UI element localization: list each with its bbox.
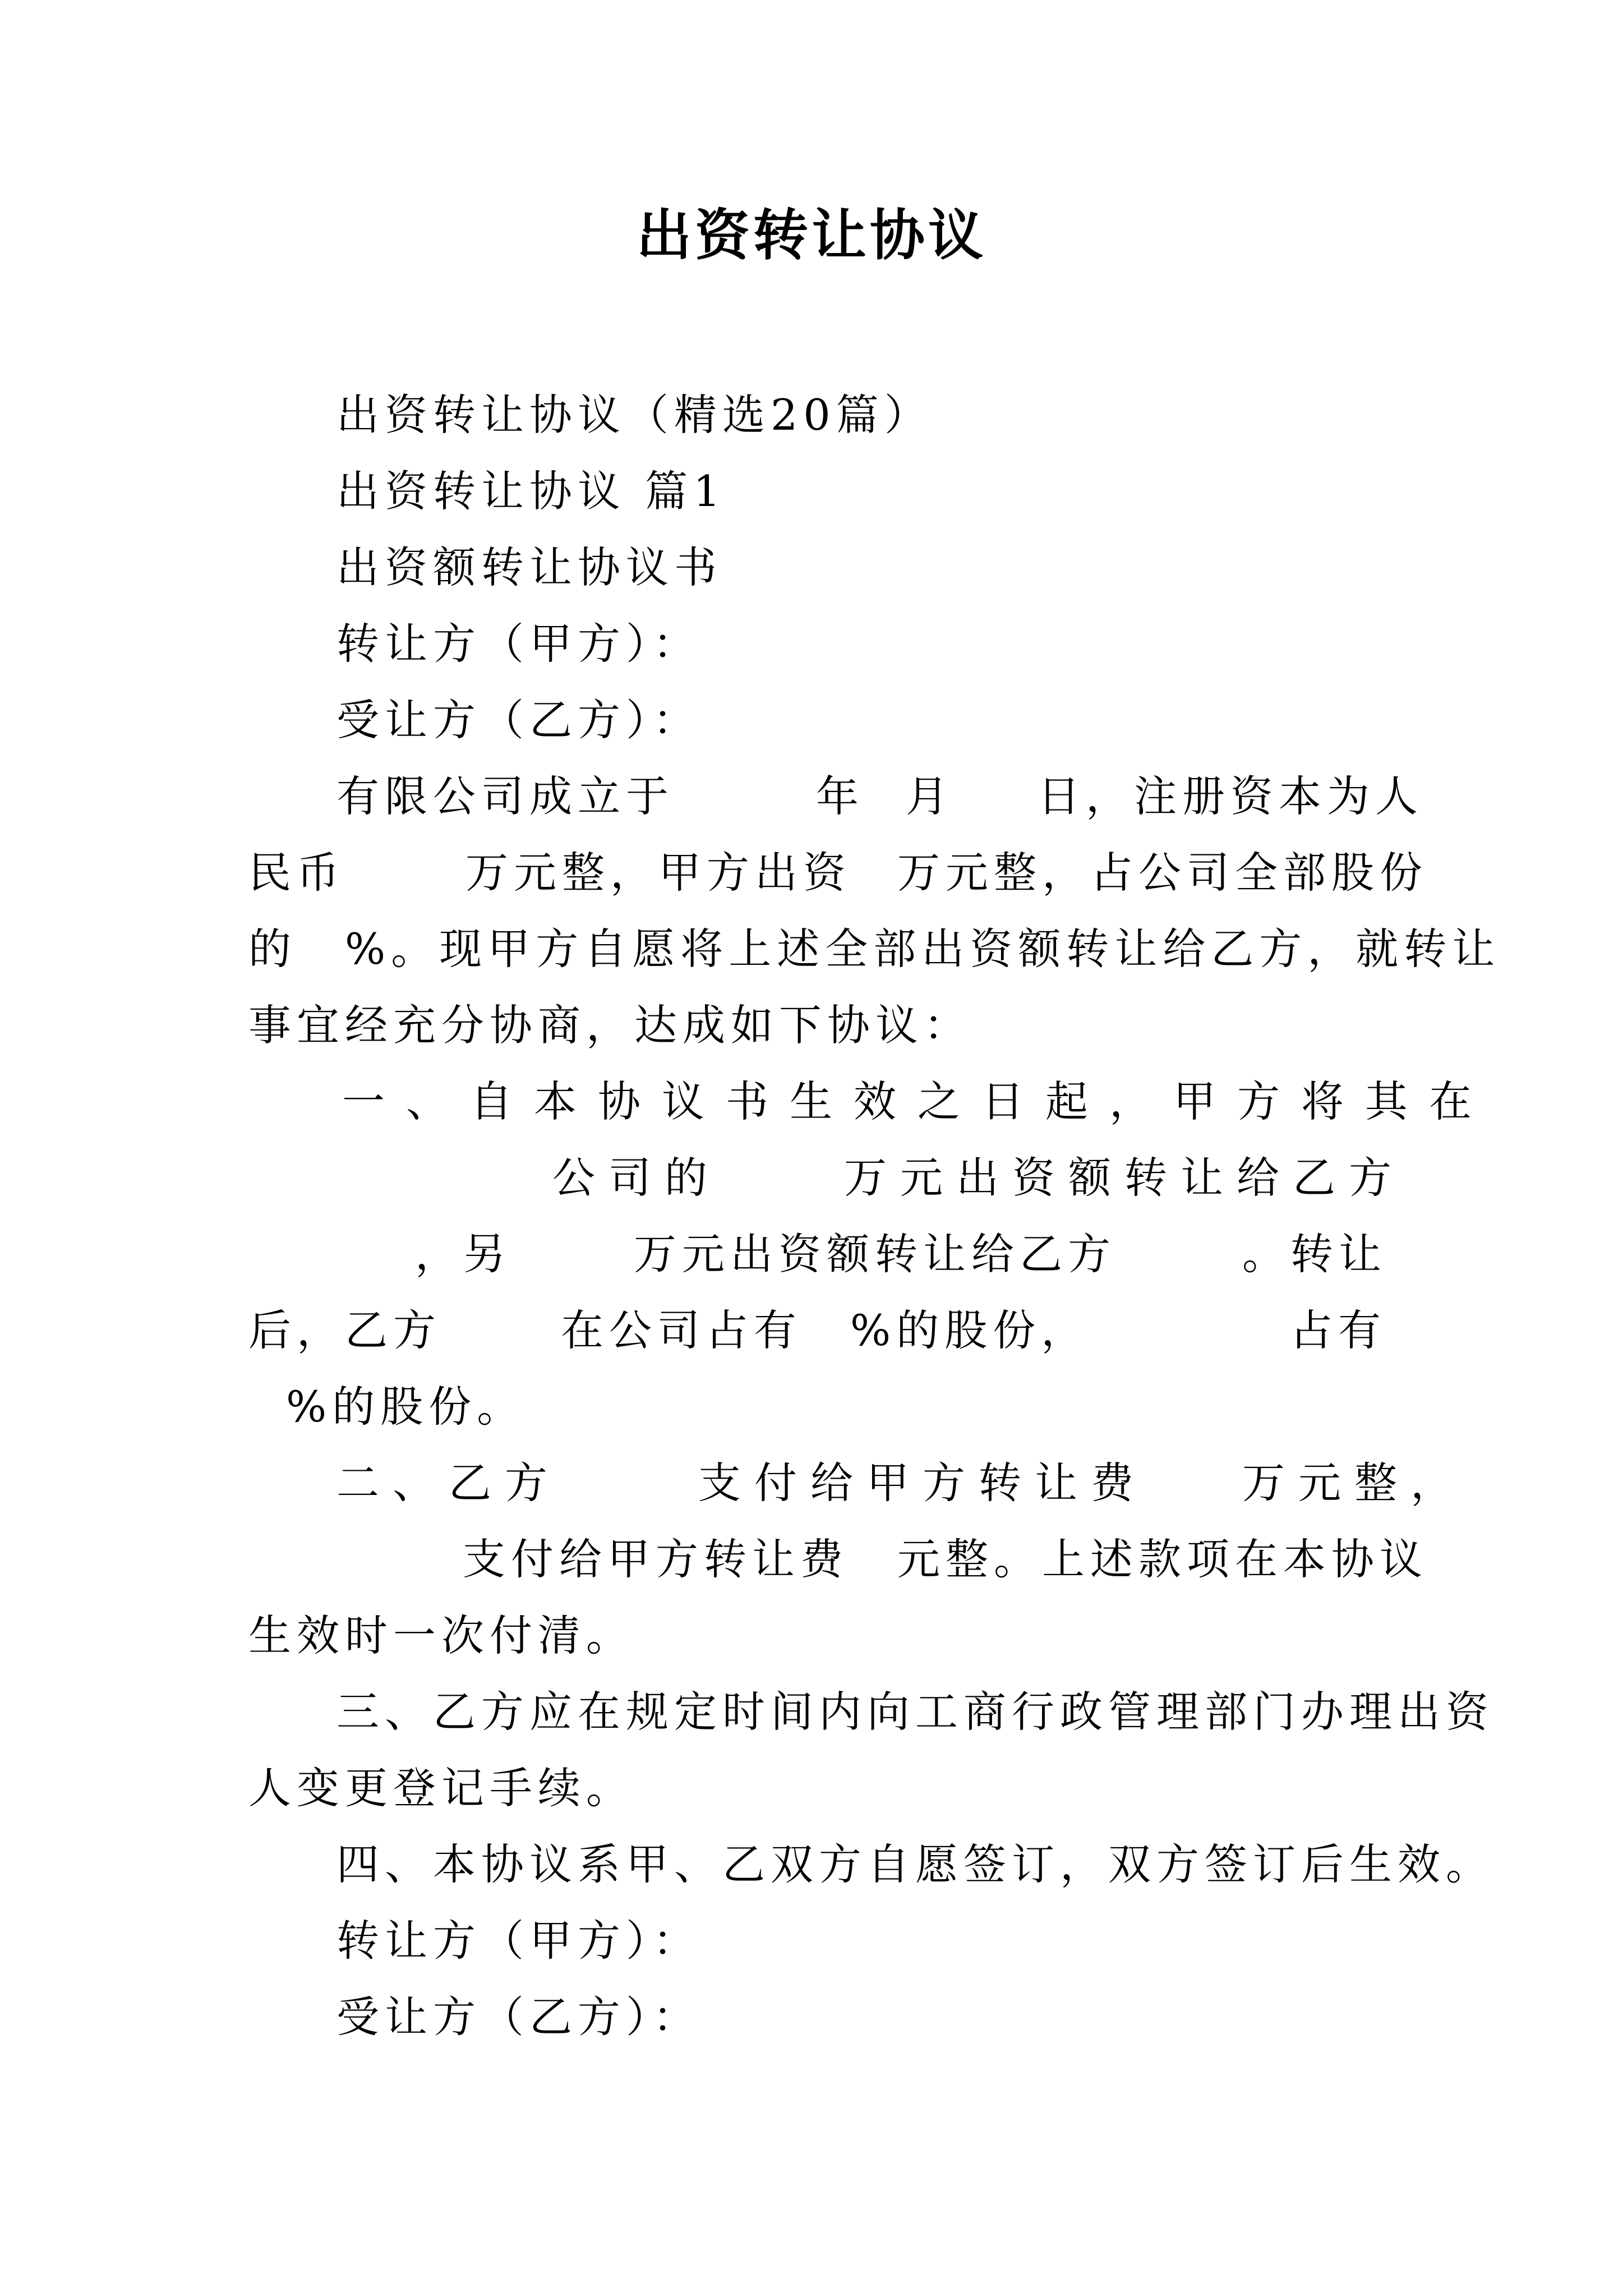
clause-three: 三、乙方应在规定时间内向工商行政管理部门办理出资 xyxy=(336,1687,1494,1737)
paragraph-text: 年 xyxy=(816,771,864,821)
paragraph-text: 有限公司成立于 xyxy=(336,771,674,821)
clause-two: 生效时一次付清。 xyxy=(248,1611,634,1660)
transferor-signature-label: 转让方（甲方）： xyxy=(336,1916,701,1966)
paragraph-text: 万元整，甲方出资 xyxy=(465,848,851,898)
clause-two: 万元整， xyxy=(1242,1458,1467,1508)
paragraph-text: 月 xyxy=(906,771,954,821)
transferee-signature-label: 受让方（乙方）： xyxy=(336,1992,701,2042)
clause-one: 万元出资额转让给乙方 xyxy=(844,1153,1405,1203)
clause-one: 在公司占有 %的股份， xyxy=(561,1305,1090,1355)
clause-one: 一、自本协议书生效之日起，甲方将其在 xyxy=(342,1076,1493,1126)
clause-two: 元整。上述款项在本协议 xyxy=(897,1534,1428,1584)
paragraph-text: 日，注册资本为人 xyxy=(1038,771,1423,821)
clause-two: 支付给甲方转让费 xyxy=(698,1458,1147,1508)
section-heading: 出资转让协议 篇1 xyxy=(336,466,726,516)
transferor-label: 转让方（甲方）： xyxy=(336,619,701,669)
clause-one: ，另 xyxy=(415,1229,511,1279)
clause-one: 。转让 xyxy=(1242,1229,1387,1279)
document-title: 出资转让协议 xyxy=(636,203,986,268)
clause-one: 万元出资额转让给乙方 xyxy=(634,1229,1116,1279)
paragraph-text: 万元整，占公司全部股份 xyxy=(897,848,1428,898)
clause-four: 四、本协议系甲、乙双方自愿签订，双方签订后生效。 xyxy=(336,1839,1494,1889)
transferee-label: 受让方（乙方）： xyxy=(336,695,701,745)
clause-three: 人变更登记手续。 xyxy=(248,1763,634,1813)
clause-two: 支付给甲方转让费 xyxy=(463,1534,849,1584)
paragraph-text: 事宜经充分协商，达成如下协议： xyxy=(248,1000,972,1050)
clause-two: 二、乙方 xyxy=(336,1458,561,1508)
clause-one: 后，乙方 xyxy=(248,1305,441,1355)
clause-one: %的股份。 xyxy=(286,1382,525,1432)
paragraph-text: 的 %。现甲方自愿将上述全部出资额转让给乙方，就转让 xyxy=(248,924,1501,974)
agreement-heading: 出资额转让协议书 xyxy=(336,542,722,592)
paragraph-text: 民币 xyxy=(248,848,345,898)
clause-one: 占有 xyxy=(1290,1305,1386,1355)
clause-one: 公司的 xyxy=(552,1153,721,1203)
subtitle-line: 出资转让协议（精选20篇） xyxy=(336,390,933,440)
